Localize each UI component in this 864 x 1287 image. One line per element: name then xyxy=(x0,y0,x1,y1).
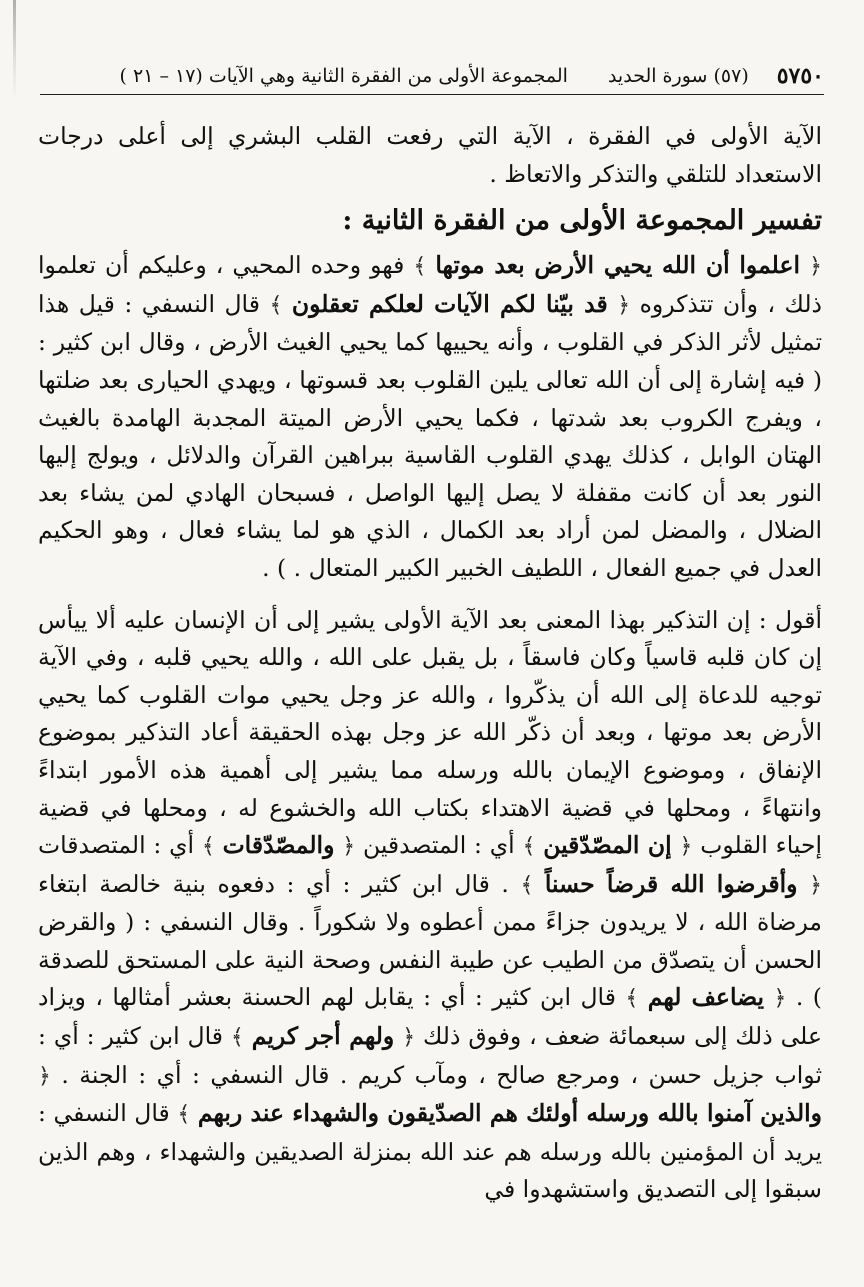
scan-edge-mark xyxy=(8,0,22,100)
verse-close-bracket: ﴾ xyxy=(269,292,283,318)
page-number: ٥٧٥٠ xyxy=(776,63,824,89)
section-title: المجموعة الأولى من الفقرة الثانية وهي الآيات (١٧ – ٢١ ) xyxy=(119,65,568,87)
page-body xyxy=(38,118,822,1267)
commentary-text: . قال ابن كثير : أي : دفعوه بنية خالصة ابتغاء مرضاة الله ، لا يريدون جزاءً ممن أعطوه ولا شكوراً . وقال النسفي : ( والقرض الحسن أن يتصدّق من الطيب عن طيبة النفس وصحة النية على المستحق للصدقة ) . xyxy=(38,869,822,1012)
verse-open-bracket: ﴿ xyxy=(402,1025,416,1051)
verse-close-bracket: ﴾ xyxy=(522,834,536,860)
commentary-text: فهو وحده المحيي ، وعليكم أن تعلموا ذلك ، وأن تتذكروه xyxy=(38,251,822,318)
quran-verse: والذين آمنوا بالله ورسله أولئك هم الصدّيقون والشهداء عند ربهم xyxy=(197,1099,822,1128)
verse-open-bracket: ﴿ xyxy=(679,834,693,860)
commentary-paragraph-2 xyxy=(38,602,822,1210)
verse-open-bracket: ﴿ xyxy=(342,834,356,860)
quran-verse: يضاعف لهم xyxy=(647,983,765,1012)
verse-open-bracket: ﴿ xyxy=(773,986,787,1012)
commentary-text: قال ابن كثير : أي : ثواب جزيل حسن ، ومرجع صالح ، ومآب كريم . قال النسفي : أي : الجنة . xyxy=(38,1022,822,1089)
commentary-paragraph-1 xyxy=(38,247,822,587)
verse-open-bracket: ﴿ xyxy=(38,1063,51,1089)
verse-open-bracket: ﴿ xyxy=(809,254,822,280)
verse-close-bracket: ﴾ xyxy=(625,986,639,1012)
verse-close-bracket: ﴾ xyxy=(520,872,534,898)
verse-close-bracket: ﴾ xyxy=(201,834,215,860)
verse-close-bracket: ﴾ xyxy=(177,1102,191,1128)
quran-verse: إن المصّدّقين xyxy=(543,831,672,860)
running-header xyxy=(40,58,824,95)
commentary-text: قال النسفي : يريد أن المؤمنين بالله ورسله هم عند الله بمنزلة الصديقين والشهداء ، وهم الذين سبقوا إلى التصديق واستشهدوا في xyxy=(38,1099,822,1204)
quran-verse: ولهم أجر كريم xyxy=(251,1022,395,1051)
commentary-text: أقول : إن التذكير بهذا المعنى بعد الآية الأولى يشير إلى أن الإنسان عليه ألا ييأس إن كان قلبه قاسياً وكان فاسقاً ، بل يقبل على الله ، والله يحيي قلبه ، وفي الآية توجيه للدعاة إلى الله أن يذكّروا ، والله عز وجل يحيي موات القلوب كما يحيي الأرض بعد موتها ، وبعد أن ذكّر الله عز وجل بهذه الحقيقة أعاد التذكير بموضوع الإنفاق ، وموضوع الإيمان بالله ورسله مما يشير إلى أهمية هذه الأمور ابتداءً وانتهاءً ، ومحلها في قضية الاهتداء بكتاب الله والخشوع له ، ومحلها في قضية إحياء القلوب xyxy=(38,605,822,860)
intro-paragraph: الآية الأولى في الفقرة ، الآية التي رفعت القلب البشري إلى أعلى درجات الاستعداد للتلقي والتذكر والاتعاظ . xyxy=(38,122,822,188)
section-heading: تفسير المجموعة الأولى من الفقرة الثانية : xyxy=(342,205,822,237)
quran-verse: وأقرضوا الله قرضاً حسناً xyxy=(544,869,798,898)
commentary-text: قال ابن كثير : أي : يقابل لهم الحسنة بعشر أمثالها ، ويزاد على ذلك إلى سبعمائة ضعف ، وفوق ذلك xyxy=(38,983,822,1051)
surah-title: (٥٧) سورة الحديد xyxy=(607,65,749,87)
quran-verse: قد بيّنا لكم الآيات لعلكم تعقلون xyxy=(291,289,608,318)
commentary-text: أي : المتصدقات xyxy=(38,831,195,860)
verse-open-bracket: ﴿ xyxy=(617,292,631,318)
verse-open-bracket: ﴿ xyxy=(809,872,822,898)
quran-verse: اعلموا أن الله يحيي الأرض بعد موتها xyxy=(435,251,800,280)
paragraph-gap xyxy=(38,588,822,602)
verse-close-bracket: ﴾ xyxy=(413,254,427,280)
quran-verse: والمصّدّقات xyxy=(222,831,335,860)
commentary-text: أي : المتصدقين xyxy=(362,831,515,860)
commentary-text: قال النسفي : قيل هذا تمثيل لأثر الذكر في القلوب ، وأنه يحييها كما يحيي الغيث الأرض ، وقال ابن كثير : ( فيه إشارة إلى أن الله تعالى يلين القلوب بعد قسوتها ، ويهدي الحيارى بعد ضلتها ، ويفرج الكروب بعد شدتها ، فكما يحيي الأرض الميتة المجدبة الهامدة بالغيث الهتان الوابل ، كذلك يهدي القلوب القاسية ببراهين القرآن والدلائل ، ويولج إليها النور بعد أن كانت مقفلة لا يصل إليها الواصل ، فسبحان الهادي لمن يشاء بعد الضلال ، والمضل لمن أراد بعد الكمال ، الذي هو لما يشاء فعال ، وهو الحكيم العدل في جميع الفعال ، اللطيف الخبير الكبير المتعال . ) . xyxy=(38,289,822,582)
verse-close-bracket: ﴾ xyxy=(230,1025,244,1051)
